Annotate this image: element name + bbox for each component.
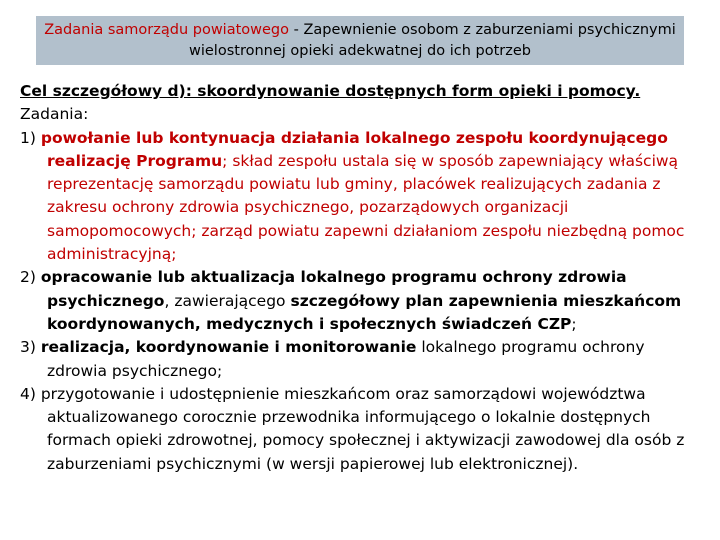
title-topic: Zadania samorządu powiatowego bbox=[44, 22, 289, 38]
task-number: 4) bbox=[20, 384, 41, 403]
task-item-2 bbox=[20, 266, 692, 336]
task-number: 2) bbox=[20, 268, 41, 287]
slide-body bbox=[20, 80, 692, 476]
task-bold-text-2: szczegółowy plan zapewnienia mieszkańcom koordynowanych, medycznych i społecznych świadczeń CZP bbox=[47, 291, 682, 333]
task-text: , zawierającego bbox=[164, 291, 291, 310]
task-text: ; skład zespołu ustala się w sposób zapewniający właściwą reprezentację samorządu powiatu lub gminy, placówek realizujących zadania z zakresu ochrony zdrowia psychicznego, pozarządowych organizacji samopomocowych; zarząd powiatu zapewni działaniom zespołu niezbędną pomoc administracyjną; bbox=[47, 151, 685, 264]
task-text: lokalnego programu ochrony zdrowia psychicznego; bbox=[47, 338, 645, 380]
task-bold-text: opracowanie lub aktualizacja lokalnego programu ochrony zdrowia psychicznego bbox=[40, 268, 627, 310]
task-bold-text: powołanie lub kontynuacja działania lokalnego zespołu koordynującego realizację Programu bbox=[40, 128, 668, 170]
task-number: 3) bbox=[20, 338, 41, 357]
objective-heading: Cel szczegółowy d): skoordynowanie dostępnych form opieki i pomocy. bbox=[20, 82, 641, 100]
task-bold-text: realizacja, koordynowanie i monitorowanie bbox=[40, 338, 417, 357]
slide-title-box bbox=[36, 16, 684, 65]
task-number: 1) bbox=[20, 128, 41, 147]
task-text-end: ; bbox=[571, 314, 577, 333]
task-text: przygotowanie i udostępnienie mieszkańcom oraz samorządowi województwa aktualizowanego corocznie przewodnika informującego o lokalnie dostępnych formach opieki zdrowotnej, pomocy społecznej i aktywizacji zawodowej dla osób z zaburzeniami psychicznymi (w wersji papierowej lub elektronicznej). bbox=[40, 384, 685, 473]
task-item-3 bbox=[20, 336, 692, 383]
task-item-4 bbox=[20, 383, 692, 476]
tasks-label: Zadania: bbox=[20, 105, 89, 124]
title-goal: - Zapewnienie osobom z zaburzeniami psychicznymi wielostronnej opieki adekwatnej do ich potrzeb bbox=[189, 22, 676, 59]
task-item-1 bbox=[20, 127, 692, 267]
